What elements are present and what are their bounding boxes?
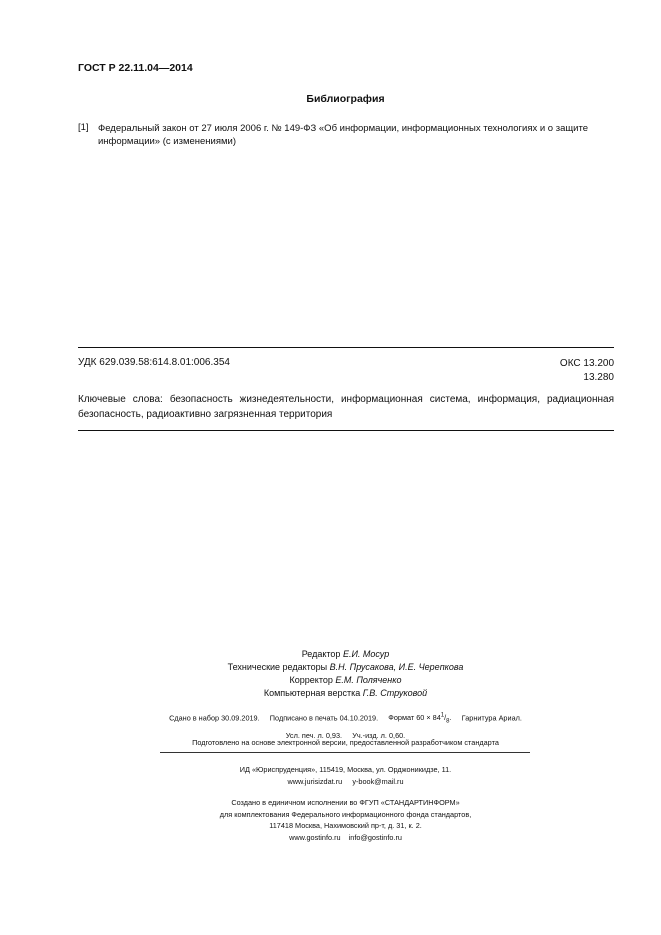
publication-line-2: Усл. печ. л. 0,93. Уч.-изд. л. 0,60. <box>285 730 406 740</box>
printer-email-link[interactable]: info@gostinfo.ru <box>348 832 402 842</box>
oks-code-1: ОКС 13.200 <box>559 358 614 369</box>
credit-tech-editors: Технические редакторы В.Н. Прусакова, И.Е. Черепкова <box>227 662 464 672</box>
printer-site-link[interactable]: www.gostinfo.ru <box>289 832 341 842</box>
divider-thin <box>160 752 530 753</box>
publisher-site-link[interactable]: www.jurisizdat.ru <box>287 777 343 786</box>
publisher-address: ИД «Юриспруденция», 115419, Москва, ул. Орджоникидзе, 11. <box>239 765 452 774</box>
credit-editor: Редактор Е.И. Мосур <box>301 649 390 659</box>
udk-code: УДК 629.039.58:614.8.01:006.354 <box>78 357 230 368</box>
printer-line-2: для комплектования Федерального информационного фонда стандартов, <box>219 809 472 819</box>
printer-block <box>0 797 661 843</box>
printer-contacts <box>30 832 661 844</box>
publisher-contacts <box>30 776 661 788</box>
bibliography-entry-number: [1] <box>78 122 89 133</box>
prepared-note: Подготовлено на основе электронной версии, предоставленной разработчиком стандарта <box>192 738 499 747</box>
bibliography-title: Библиография <box>306 93 385 105</box>
format: Формат $60 \times 84^1/_8$. <box>388 713 452 725</box>
credit-corrector: Корректор Е.М. Поляченко <box>289 675 402 685</box>
oks-codes <box>560 357 614 385</box>
printer-line-1: Создано в единичном исполнении во ФГУП «СТАНДАРТИНФОРМ» <box>231 798 460 807</box>
keywords: Ключевые слова: безопасность жизнедеятельности, информационная система, информация, радиационная безопасность, радиоактивно загрязненная территория <box>78 394 614 420</box>
document-header: ГОСТ Р 22.11.04—2014 <box>78 62 193 74</box>
publisher-block <box>0 764 661 788</box>
oks-code-2: 13.280 <box>583 372 614 383</box>
bibliography-entry-text: Федеральный закон от 27 июля 2006 г. № 149-ФЗ «Об информации, информационных технологиях и о защите информации» (с изменениями) <box>98 123 589 147</box>
divider-top <box>78 347 614 348</box>
publisher-email-link[interactable]: y-book@mail.ru <box>352 777 404 786</box>
divider-bottom <box>78 430 614 431</box>
publication-line-1: Сдано в набор 30.09.2019. Подписано в печать 04.10.2019. Формат $60 \times 84^1/_8$. Гарнитура Ариал. <box>169 713 522 725</box>
printer-line-3: 117418 Москва, Нахимовский пр-т, д. 31, к. 2. <box>269 821 422 830</box>
credit-layout: Компьютерная верстка Г.В. Струковой <box>263 688 428 698</box>
credits-block <box>0 648 661 700</box>
